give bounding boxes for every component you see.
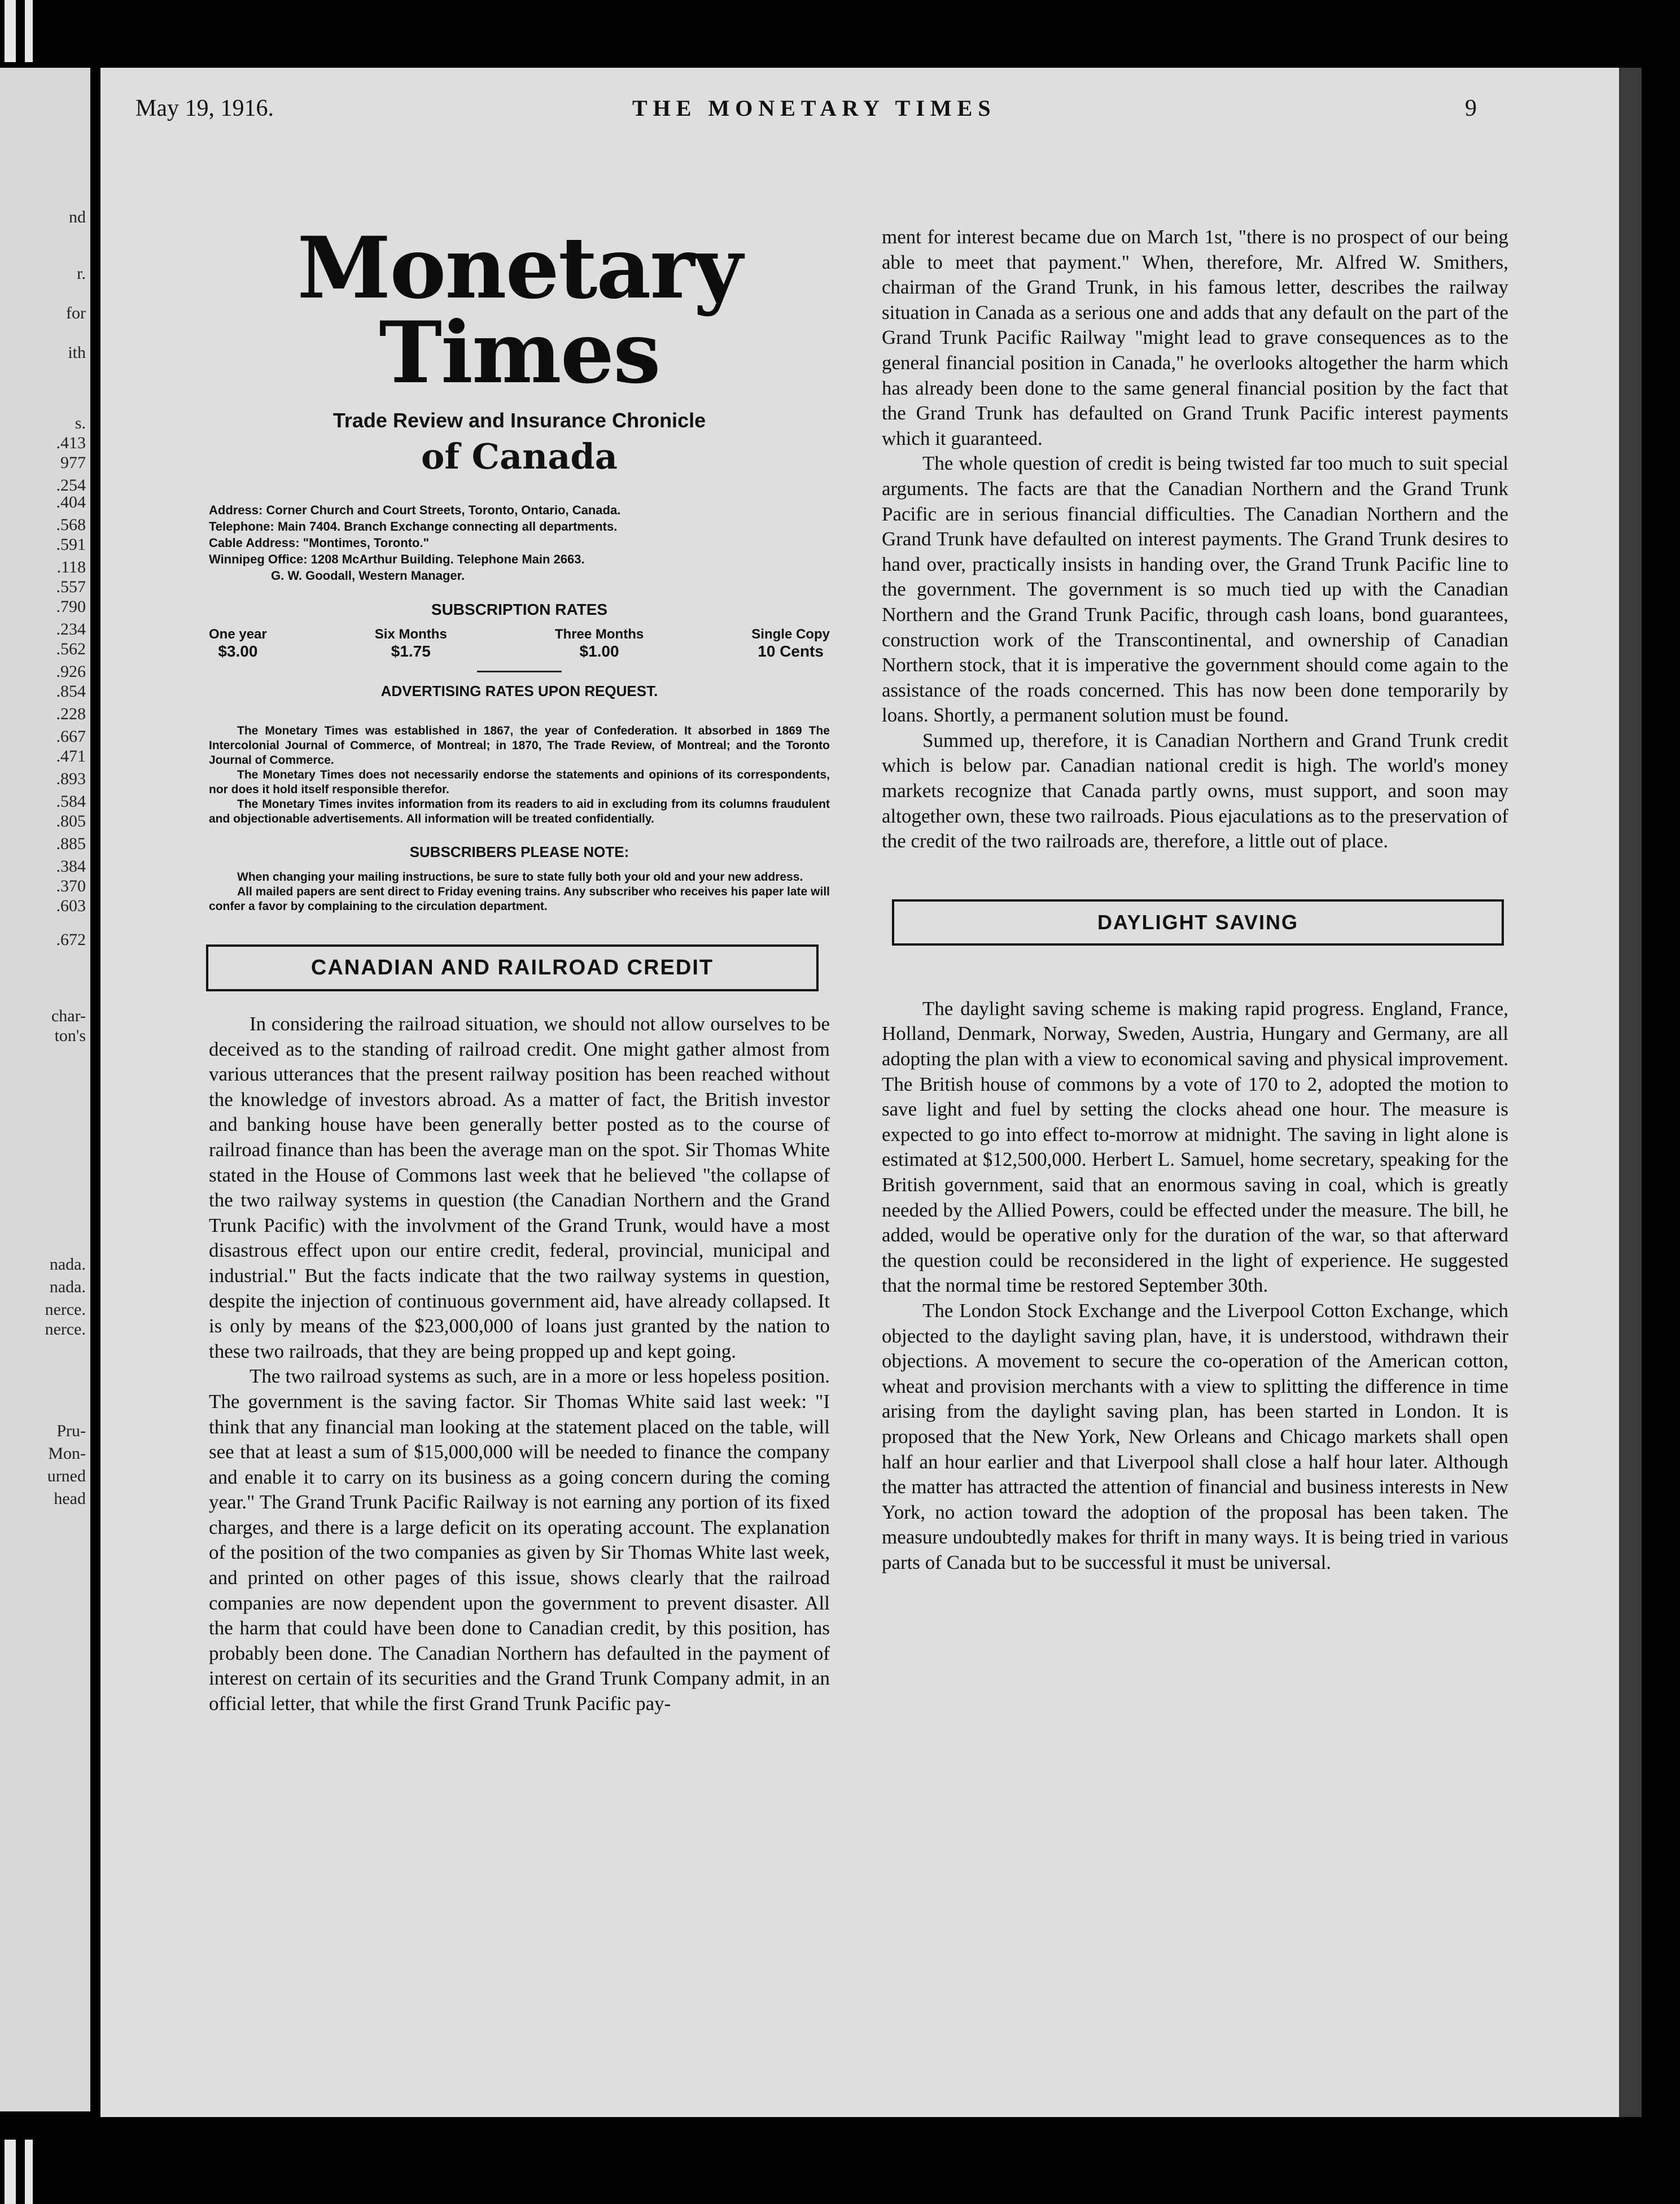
article-paragraph: The whole question of credit is being twisted far too much to suit special arguments. The facts are that the Canadian Northern and the Grand Trunk Pacific are in serious financial difficulties. The Canadian Northern and the Grand Trunk have defaulted on interest payments. The Grand Trunk desires to hand over, practically insists in handing over, the Grand Trunk Pacific line to the government. The government is so much tied up with the Canadian Northern and the Grand Trunk Pacific, through cash loans, bond guarantees, construction work of the Transcontinental, and ownership of Canadian Northern stock, that it is imperative the government should come again to the assistance of the roads concerned. This has now been done temporarily by loans. Shortly, a permanent solution must be found. (882, 452, 1508, 727)
film-edge-bottom-left (5, 2140, 16, 2204)
subscriber-paragraph: All mailed papers are sent direct to Friday evening trains. Any subscriber who receives his paper late will confer a favor by complaining to the circulation department. (209, 885, 830, 913)
previous-page-fragment: .370 (56, 877, 86, 895)
rate-price: $3.00 (218, 642, 258, 660)
previous-page-fragment: Mon- (48, 1444, 86, 1463)
rate-one-year (209, 627, 267, 661)
article-paragraph: The London Stock Exchange and the Liverpool Cotton Exchange, which objected to the daylight saving plan, have, it is understood, withdrawn their objections. A movement to secure the co-operation of the American cotton, wheat and provision merchants with a view to splitting the difference in time arising from the daylight saving plan, has been started in London. It is proposed that the New York, New Orleans and Chicago markets shall open half an hour earlier and that Liverpool shall close a half hour later. Although the matter has attracted the attention of financial and business interests in New York, no action toward the adoption of the proposal has been taken. The measure undoubtedly makes for thrift in many ways. It is being tried in various parts of Canada but to be successful it must be universal. (882, 1299, 1508, 1573)
article-heading-daylight-saving: DAYLIGHT SAVING (892, 899, 1504, 946)
previous-page-fragment: for (66, 304, 86, 322)
previous-page-fragment: .384 (56, 857, 86, 876)
subscribers-note (209, 870, 830, 914)
masthead-address-block (209, 502, 830, 584)
winnipeg-office-line: Winnipeg Office: 1208 McArthur Building. Telephone Main 2663. (209, 552, 585, 566)
rate-six-months (375, 627, 447, 661)
previous-page-fragment: .404 (56, 493, 86, 511)
article-railroad-credit-continued (882, 225, 1508, 854)
previous-page-fragment: .584 (56, 792, 86, 811)
masthead-subtitle: Trade Review and Insurance Chronicle (333, 409, 706, 432)
previous-page-fragment: .672 (56, 930, 86, 949)
western-manager-line: G. W. Goodall, Western Manager. (271, 569, 465, 583)
issue-date: May 19, 1916. (135, 95, 274, 121)
rate-period: One year (209, 627, 267, 642)
previous-page-fragment: .413 (56, 434, 86, 452)
subscriber-paragraph: When changing your mailing instructions, be sure to state fully both your old and your new address. (237, 871, 803, 884)
article-paragraph: Summed up, therefore, it is Canadian Northern and Grand Trunk credit which is below par. Canadian national credit is high. The world's money markets recognize that Canada partly owns, must support, and soon may altogether own, these two railroads. Pious ejaculations as to the preservation of the credit of the two railroads are, therefore, a little out of place. (882, 729, 1508, 852)
previous-page-fragment: r. (77, 264, 86, 283)
previous-page-fragment: nada. (49, 1255, 86, 1274)
article-daylight-saving-body (882, 996, 1508, 1576)
previous-page-fragment: .591 (56, 535, 86, 554)
masthead-title: Monetary Times (297, 218, 742, 403)
subscribers-note-heading: SUBSCRIBERS PLEASE NOTE: (409, 843, 629, 860)
rate-period: Three Months (554, 627, 644, 642)
previous-page-fragment: .805 (56, 812, 86, 830)
previous-page-fragment: .228 (56, 705, 86, 723)
article-paragraph: The daylight saving scheme is making rapid progress. England, France, Holland, Denmark, Norway, Sweden, Austria, Hungary and Germany, are all adopting the plan with a view to economical saving and physical improvement. The British house of commons by a vote of 170 to 2, adopted the motion to save light and fuel by setting the clocks ahead one hour. The measure is expected to go into effect to-morrow at midnight. The saving in light alone is estimated at $12,500,000. Herbert L. Samuel, home secretary, speaking for the British government, said that an enormous saving in coal, which is greatly needed by the Allied Powers, could be effected under the measure. The bill, he added, would be operative only for the duration of the war, so that afterward the question could be reconsidered in the light of experience. He suggested that the normal time be restored September 30th. (882, 997, 1509, 1297)
right-column (882, 225, 1508, 1576)
previous-page-fragment: char- (51, 1007, 86, 1025)
previous-page-fragment: .254 (56, 476, 86, 495)
masthead-country: of Canada (421, 436, 618, 477)
previous-page-fragment: nerce. (45, 1300, 86, 1319)
article-heading-railroad-credit: CANADIAN AND RAILROAD CREDIT (206, 944, 819, 991)
previous-page-fragment: nerce. (45, 1320, 86, 1339)
article-railroad-credit-body (209, 1012, 830, 1717)
previous-page-fragment: 977 (60, 453, 86, 472)
notice-paragraph: The Monetary Times does not necessarily endorse the statements and opinions of its correspondents, nor does it hold itself responsible therefor. (209, 768, 830, 796)
rate-price: $1.75 (391, 642, 431, 660)
previous-page-fragment: nada. (49, 1278, 86, 1296)
subscription-rates-heading: SUBSCRIPTION RATES (431, 601, 608, 618)
address-line: Address: Corner Church and Court Streets, Toronto, Ontario, Canada. (209, 503, 621, 517)
previous-page-fragment: .790 (56, 597, 86, 616)
previous-page-fragment: Pru- (56, 1422, 86, 1440)
rate-period: Single Copy (751, 627, 830, 642)
previous-page-fragment: .471 (56, 747, 86, 766)
article-paragraph-continued: ment for interest became due on March 1st, "there is no prospect of our being able to meet that payment." When, therefore, Mr. Alfred W. Smithers, chairman of the Grand Trunk, in his famous letter, describes the railway situation in Canada as a serious one and adds that any default on the part of the Grand Trunk Pacific Railway "might lead to grave consequences as to the general financial position in Canada," he overlooks altogether the harm which has already been done to the same general financial position by the fact that the Grand Trunk has defaulted on Grand Trunk Pacific interest payments which it guaranteed. (882, 226, 1508, 449)
film-edge-top-left (5, 0, 16, 62)
previous-page-fragment: head (54, 1489, 86, 1508)
page-binding-shadow (1619, 68, 1642, 2117)
previous-page-edge (0, 68, 90, 2111)
film-edge-top-left-2 (25, 0, 33, 62)
article-paragraph: The two railroad systems as such, are in a more or less hopeless position. The government is the saving factor. Sir Thomas White said last week: "I think that any financial man looking at the statement placed on the table, will see that at least a sum of $15,000,000 will be needed to finance the company and enable it to carry on its business as a going concern during the coming year." The Grand Trunk Pacific Railway is not earning any portion of its fixed charges, and there is a large deficit on its operating account. The explanation of the position of the two companies as given by Sir Thomas White last week, and printed on other pages of this issue, shows clearly that the railroad companies are now dependent upon the government to prevent disaster. All the harm that could have been done to Canadian credit, by this position, has probably been done. The Canadian Northern has defaulted in the payment of interest on certain of its securities and the Grand Trunk Company admit, in an official letter, that while the first Grand Trunk Pacific pay- (209, 1365, 830, 1715)
previous-page-fragment: .885 (56, 834, 86, 853)
previous-page-fragment: .118 (56, 558, 86, 576)
journal-name: THE MONETARY TIMES (632, 95, 996, 121)
publication-notice (209, 724, 830, 826)
divider-rule (477, 671, 562, 672)
rate-three-months (555, 627, 644, 661)
previous-page-fragment: ith (68, 343, 86, 362)
previous-page-fragment: .854 (56, 682, 86, 701)
notice-paragraph: The Monetary Times invites information from its readers to aid in excluding from its columns fraudulent and objectionable advertisements. All information will be treated confidentially. (209, 798, 830, 825)
film-edge-bottom-left-2 (25, 2140, 33, 2204)
previous-page-fragment: urned (47, 1467, 86, 1485)
telephone-line: Telephone: Main 7404. Branch Exchange connecting all departments. (209, 519, 618, 533)
rate-single-copy (751, 627, 830, 661)
previous-page-fragment: .562 (56, 640, 86, 658)
rate-price: 10 Cents (758, 642, 824, 660)
advertising-rates-line: ADVERTISING RATES UPON REQUEST. (380, 683, 658, 699)
previous-page-fragment: .568 (56, 515, 86, 534)
previous-page-fragment: ton's (54, 1026, 86, 1045)
page-number: 9 (1465, 95, 1477, 121)
previous-page-fragment: .234 (56, 620, 86, 639)
previous-page-fragment: .557 (56, 578, 86, 596)
running-head (135, 95, 1477, 129)
previous-page-fragment: .893 (56, 769, 86, 788)
rate-period: Six Months (374, 627, 447, 642)
previous-page-fragment: .667 (56, 727, 86, 746)
previous-page-fragment: s. (75, 414, 86, 432)
previous-page-fragment: .926 (56, 662, 86, 681)
previous-page-fragment: .603 (56, 897, 86, 915)
left-column (209, 218, 830, 1717)
article-paragraph: In considering the railroad situation, we should not allow ourselves to be deceived as to the standing of railroad credit. One might gather almost from various utterances that the present railway position has been reached without the knowledge of investors abroad. As a matter of fact, the British investor and banking house have been generally better posted as to the course of railroad finance than has been the average man on the spot. Sir Thomas White stated in the House of Commons last week that he believed "the collapse of the two railway systems in question (the Canadian Northern and the Grand Trunk Pacific) with the involvment of the Grand Trunk, would have a most disastrous effect upon our entire credit, federal, provincial, municipal and industrial." But the facts indicate that the two railway systems in question, despite the injection of continuous government aid, have already collapsed. It is only by means of the $23,000,000 of loans just granted by the nation to these two railroads, that they are being propped up and kept going. (209, 1013, 830, 1362)
subscription-rates (209, 627, 830, 661)
cable-address-line: Cable Address: "Montimes, Toronto." (209, 536, 429, 550)
notice-paragraph: The Monetary Times was established in 1867, the year of Confederation. It absorbed in 1869 The Intercolonial Journal of Commerce, of Montreal; in 1870, The Trade Review, of Montreal; and the Toronto Journal of Commerce. (209, 724, 830, 767)
rate-price: $1.00 (579, 642, 619, 660)
previous-page-fragment: nd (69, 208, 86, 226)
